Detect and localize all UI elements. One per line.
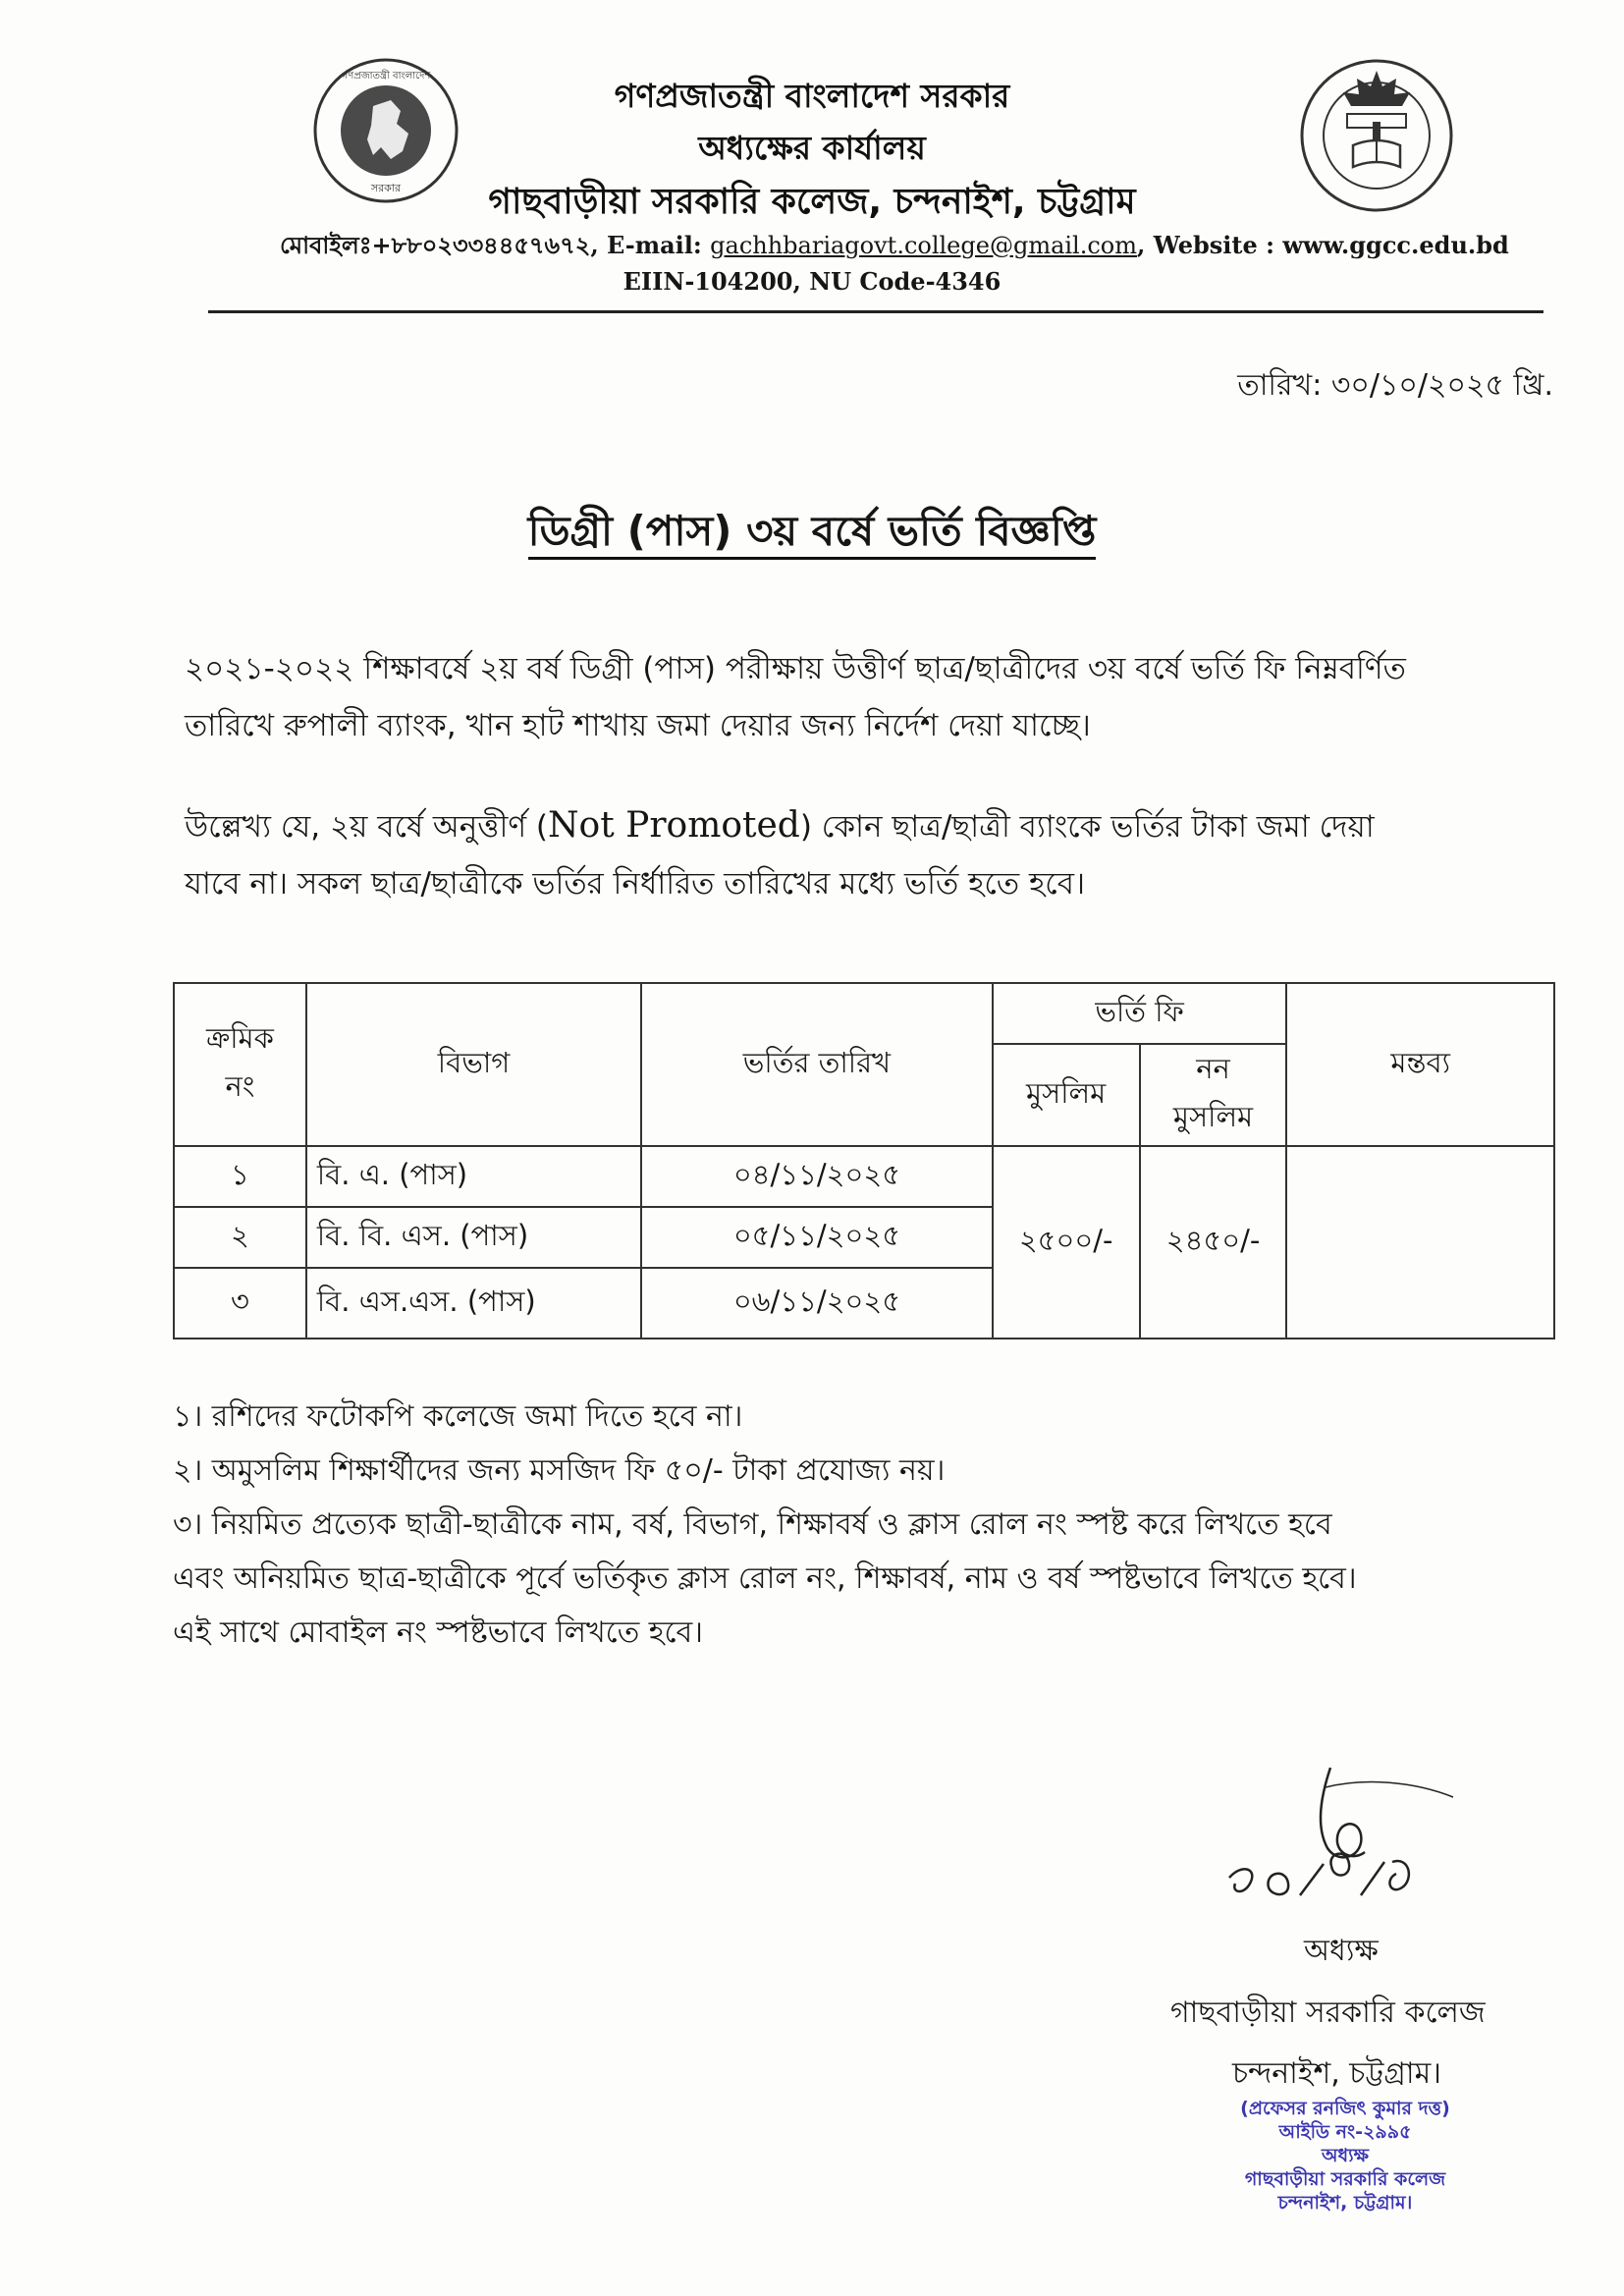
row-serial: ২ xyxy=(174,1207,306,1268)
website-text: , Website : www.ggcc.edu.bd xyxy=(1137,231,1509,259)
note-item: ৩। নিয়মিত প্রত্যেক ছাত্রী-ছাত্রীকে নাম, বর্ষ, বিভাগ, শিক্ষাবর্ষ ও ক্লাস রোল নং স্পষ্ট করে লিখতে হবে xyxy=(173,1507,1332,1542)
stamp-location: চন্দনাইশ, চট্টগ্রাম। xyxy=(1277,2192,1413,2214)
note-item: এই সাথে মোবাইল নং স্পষ্টভাবে লিখতে হবে। xyxy=(173,1615,703,1650)
not-promoted-text: Not Promoted xyxy=(548,805,800,846)
para2-after: ) কোন ছাত্র/ছাত্রী ব্যাংকে ভর্তির টাকা জমা দেয়া xyxy=(799,809,1375,845)
signatory-college: গাছবাড়ীয়া সরকারি কলেজ xyxy=(1170,1995,1486,2030)
header-serial: ক্রমিক নং xyxy=(174,983,306,1146)
admission-fee-table xyxy=(173,982,1555,1339)
header-remarks: মন্তব্য xyxy=(1286,983,1554,1146)
office-name: অধ্যক্ষের কার্যালয় xyxy=(698,129,926,167)
note-item: ২। অমুসলিম শিক্ষার্থীদের জন্য মসজিদ ফি ৫০/- টাকা প্রযোজ্য নয়। xyxy=(173,1453,946,1488)
govt-name: গণপ্রজাতন্ত্রী বাংলাদেশ সরকার xyxy=(614,77,1010,115)
notice-paragraph-1 xyxy=(185,640,1547,754)
signature-icon xyxy=(1218,1758,1473,1935)
header-admission-date: ভর্তির তারিখ xyxy=(641,983,993,1146)
page-title xyxy=(0,499,1624,569)
signatory-location: চন্দনাইশ, চট্টগ্রাম। xyxy=(1232,2056,1441,2091)
stamp-designation: অধ্যক্ষ xyxy=(1321,2145,1369,2166)
college-name: গাছবাড়ীয়া সরকারি কলেজ, চন্দনাইশ, চট্টগ্রাম xyxy=(488,182,1136,222)
row-date: ০৫/১১/২০২৫ xyxy=(641,1207,993,1268)
page-title-text: ডিগ্রী (পাস) ৩য় বর্ষে ভর্তি বিজ্ঞপ্তি xyxy=(528,507,1097,560)
para1-line1: ২০২১-২০২২ শিক্ষাবর্ষে ২য় বর্ষ ডিগ্রী (পাস) পরীক্ষায় উত্তীর্ণ ছাত্র/ছাত্রীদের ৩য় বর্ষে ভর্তি ফি নিম্নবর্ণিত xyxy=(185,651,1406,686)
fee-non-muslim: ২৪৫০/- xyxy=(1140,1146,1287,1339)
svg-text:গণপ্রজাতন্ত্রী বাংলাদেশ: গণপ্রজাতন্ত্রী বাংলাদেশ xyxy=(341,71,431,82)
contact-prefix: মোবাইলঃ+৮৮০২৩৩৪৪৫৭৬৭২, E-mail: xyxy=(280,231,702,259)
row-department: বি. এ. (পাস) xyxy=(306,1146,641,1207)
row-serial: ৩ xyxy=(174,1268,306,1339)
stamp-name: (প্রফেসর রনজিৎ কুমার দত্ত) xyxy=(1240,2098,1450,2119)
eiin-code: EIIN-104200, NU Code-4346 xyxy=(623,267,1001,296)
notice-paragraph-2 xyxy=(185,797,1547,912)
row-serial: ১ xyxy=(174,1146,306,1207)
row-department: বি. বি. এস. (পাস) xyxy=(306,1207,641,1268)
row-remarks xyxy=(1286,1146,1554,1339)
row-date: ০৪/১১/২০২৫ xyxy=(641,1146,993,1207)
notes-list xyxy=(173,1390,1547,1660)
para2-before: উল্লেখ্য যে, ২য় বর্ষে অনুত্তীর্ণ ( xyxy=(185,809,549,845)
para1-line2: তারিখে রুপালী ব্যাংক, খান হাট শাখায় জমা দেয়ার জন্য নির্দেশ দেয়া যাচ্ছে। xyxy=(185,708,1091,743)
signatory-title: অধ্যক্ষ xyxy=(1304,1934,1379,1968)
note-item: এবং অনিয়মিত ছাত্র-ছাত্রীকে পূর্বে ভর্তিকৃত ক্লাস রোল নং, শিক্ষাবর্ষ, নাম ও বর্ষ স্পষ্টভাবে লিখতে হবে। xyxy=(173,1561,1357,1596)
email-link[interactable]: gachhbariagovt.college@gmail.com xyxy=(710,232,1138,259)
stamp-id: আইডি নং-২৯৯৫ xyxy=(1278,2121,1412,2143)
header-department: বিভাগ xyxy=(306,983,641,1146)
para2-line1 xyxy=(185,797,1547,855)
svg-text:সরকার: সরকার xyxy=(370,182,402,194)
header-muslim: মুসলিম xyxy=(993,1044,1140,1146)
note-item: ১। রশিদের ফটোকপি কলেজে জমা দিতে হবে না। xyxy=(173,1399,743,1434)
para2-line2: যাবে না। সকল ছাত্র/ছাত্রীকে ভর্তির নির্ধারিত তারিখের মধ্যে ভর্তি হতে হবে। xyxy=(185,866,1086,902)
table-row xyxy=(174,1146,1554,1207)
notice-date: তারিখ: ৩০/১০/২০২৫ খ্রি. xyxy=(1237,368,1553,403)
header-non-muslim: নন মুসলিম xyxy=(1140,1044,1287,1146)
row-date: ০৬/১১/২০২৫ xyxy=(641,1268,993,1339)
stamp-college: গাছবাড়ীয়া সরকারি কলেজ xyxy=(1244,2168,1446,2190)
row-department: বি. এস.এস. (পাস) xyxy=(306,1268,641,1339)
official-stamp xyxy=(1129,2097,1561,2214)
fee-muslim: ২৫০০/- xyxy=(993,1146,1140,1339)
header-divider xyxy=(208,310,1543,313)
header-fee: ভর্তি ফি xyxy=(993,983,1287,1044)
contact-line xyxy=(280,228,1527,267)
